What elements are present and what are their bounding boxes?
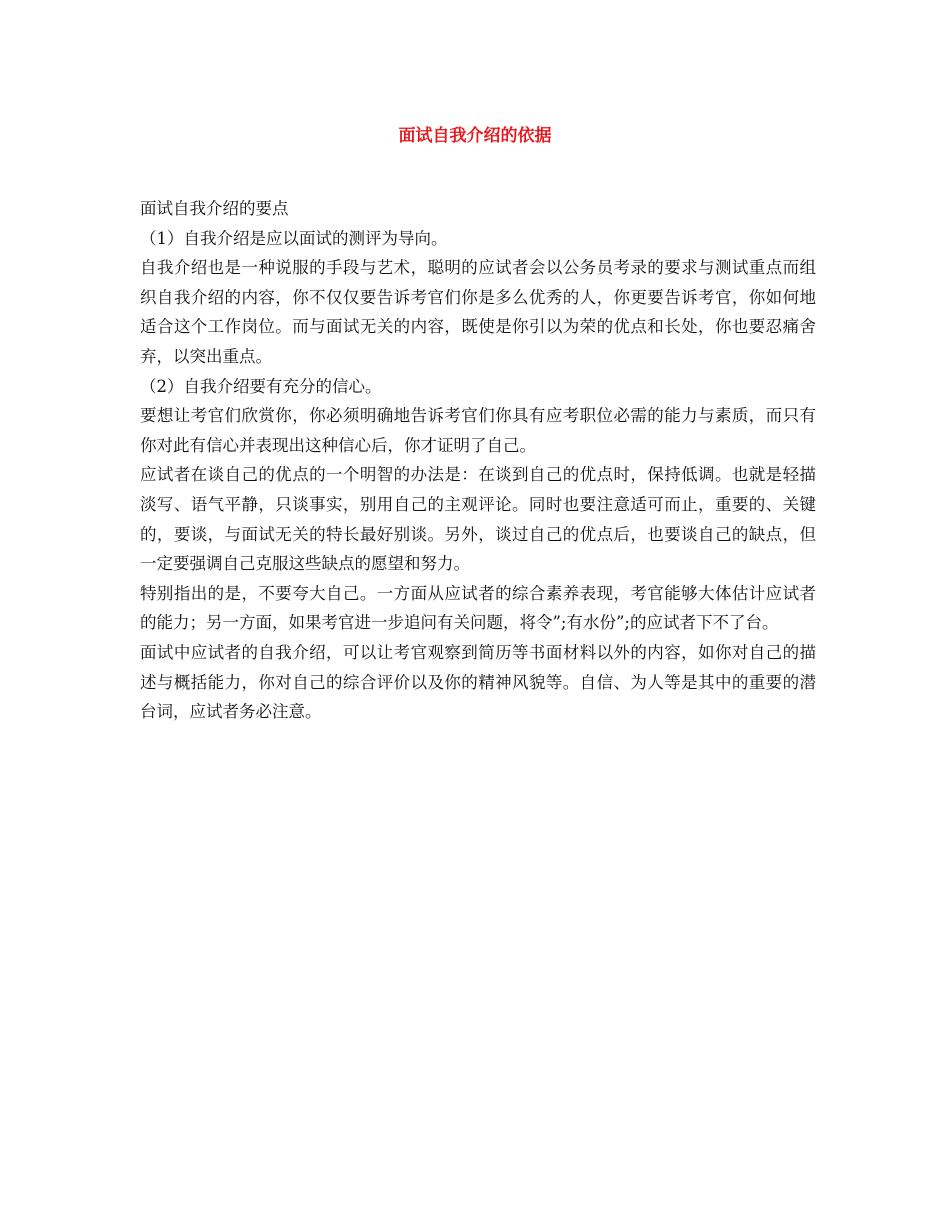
paragraph: 要想让考官们欣赏你，你必须明确地告诉考官们你具有应考职位必需的能力与素质，而只有你对此有信心并表现出这种信心后，你才证明了自己。	[140, 406, 816, 455]
document-body	[140, 194, 816, 727]
paragraph: 自我介绍也是一种说服的手段与艺术，聪明的应试者会以公务员考录的要求与测试重点而组织自我介绍的内容，你不仅仅要告诉考官们你是多么优秀的人，你更要告诉考官，你如何地适合这个工作岗位。而与面试无关的内容，既使是你引以为荣的优点和长处，你也要忍痛舍弃，以突出重点。	[140, 258, 816, 366]
paragraph: 应试者在谈自己的优点的一个明智的办法是：在谈到自己的优点时，保持低调。也就是轻描淡写、语气平静，只谈事实，别用自己的主观评论。同时也要注意适可而止，重要的、关键的，要谈，与面试无关的特长最好别谈。另外，谈过自己的优点后，也要谈自己的缺点，但一定要强调自己克服这些缺点的愿望和努力。	[140, 465, 816, 574]
paragraph-heading: 面试自我介绍的要点	[140, 199, 289, 218]
paragraph: 面试中应试者的自我介绍，可以让考官观察到简历等书面材料以外的内容，如你对自己的描述与概括能力，你对自己的综合评价以及你的精神风貌等。自信、为人等是其中的重要的潜台词，应试者务必注意。	[140, 642, 816, 722]
paragraph-point-2: （2）自我介绍要有充分的信心。	[140, 376, 382, 396]
paragraph: 特别指出的是，不要夸大自己。一方面从应试者的综合素养表现，考官能够大体估计应试者的能力；另一方面，如果考官进一步追问有关问题，将令”;有水份”;的应试者下不了台。	[140, 583, 816, 633]
paragraph-point-1: （1）自我介绍是应以面试的测评为导向。	[140, 228, 448, 248]
document-title: 面试自我介绍的依据	[398, 126, 552, 146]
